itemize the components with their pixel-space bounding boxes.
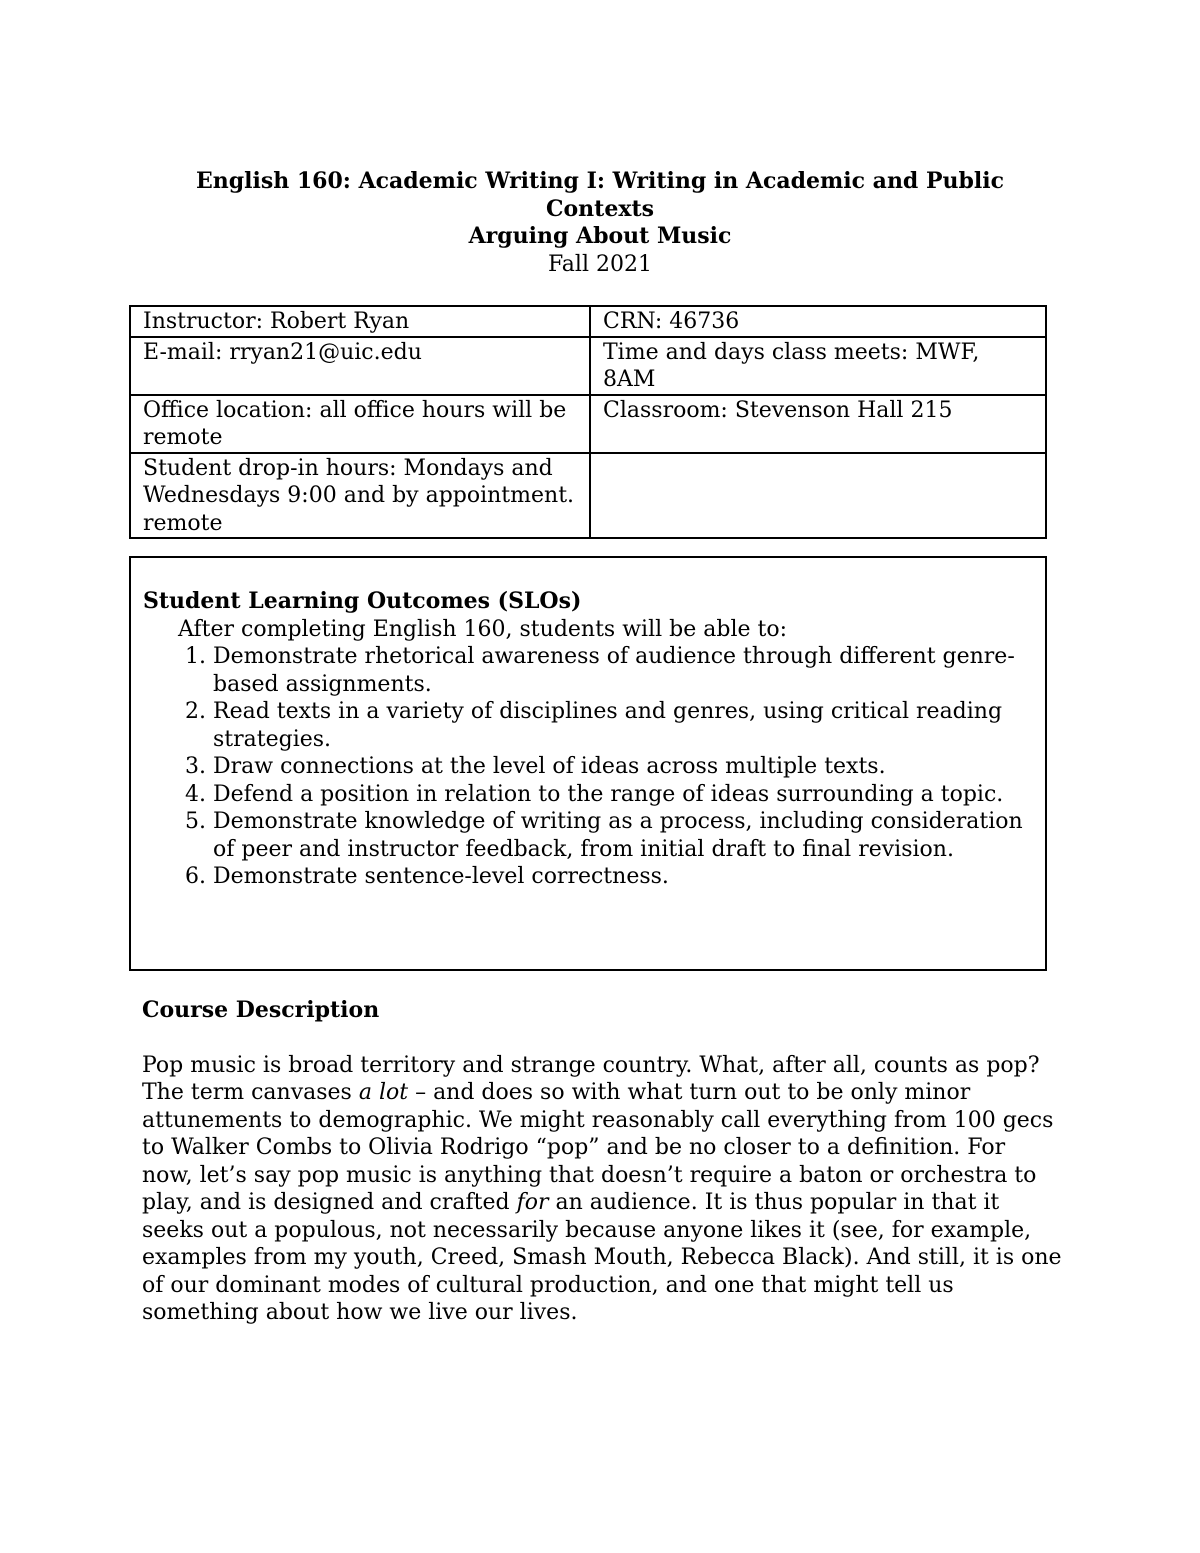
course-description-text-2: – and does so with what turn out to be only minor attunements to demographic. We might reasonably call everything from 100 gecs to Walker Combs to Olivia Rodrigo “pop” and be no closer to a definition. For now, let’s say pop music is anything that doesn’t require a baton or orchestra to play, and is designed and crafted — [142, 1080, 1054, 1215]
crn-cell: CRN: 46736 — [590, 306, 1046, 337]
course-description-heading: Course Description — [142, 997, 380, 1023]
classroom-cell: Classroom: Stevenson Hall 215 — [590, 395, 1046, 453]
table-row — [130, 395, 1046, 453]
document-header — [130, 168, 1070, 278]
list-item: 6. Demonstrate sentence-level correctness. — [213, 863, 1025, 891]
slo-box — [129, 556, 1047, 971]
slo-heading: Student Learning Outcomes (SLOs) — [143, 588, 582, 614]
office-location-cell: Office location: all office hours will be remote — [130, 395, 590, 453]
course-title-line-2: Contexts — [545, 195, 654, 222]
list-item: 2. Read texts in a variety of disciplines and genres, using critical reading strategies. — [213, 698, 1025, 753]
table-row — [130, 306, 1046, 337]
instructor-cell: Instructor: Robert Ryan — [130, 306, 590, 337]
table-row — [130, 337, 1046, 395]
course-term: Fall 2021 — [548, 251, 652, 277]
empty-cell — [590, 453, 1046, 539]
course-description-section — [142, 997, 1062, 1327]
course-info-table — [129, 305, 1047, 539]
course-description-emphasis-1: a lot — [358, 1080, 409, 1105]
course-title — [130, 168, 1070, 223]
email-cell: E-mail: rryan21@uic.edu — [130, 337, 590, 395]
table-row — [130, 453, 1046, 539]
slo-list — [143, 643, 1025, 891]
course-title-line-1: English 160: Academic Writing I: Writing in Academic and Public — [195, 168, 1005, 194]
slo-content — [143, 588, 1025, 891]
list-item: 3. Draw connections at the level of ideas across multiple texts. — [213, 753, 1025, 781]
course-subtitle: Arguing About Music — [468, 223, 732, 249]
course-description-text-3: an audience. It is thus popular in that it seeks out a populous, not necessarily because anyone likes it (see, for example, examples from my youth, Creed, Smash Mouth, Rebecca Black). And still, it is one of our dominant modes of cultural production, and one that might tell us something about how we live our lives. — [142, 1190, 1062, 1325]
meeting-time-cell: Time and days class meets: MWF, 8AM — [590, 337, 1046, 395]
course-description-text-1: Pop music is broad territory and strange country. What, after all, counts as pop? The term canvases — [142, 1052, 1040, 1105]
list-item: 4. Defend a position in relation to the range of ideas surrounding a topic. — [213, 781, 1025, 809]
course-description-emphasis-2: for — [516, 1190, 549, 1215]
slo-intro: After completing English 160, students will be able to: — [178, 616, 787, 642]
list-item: 1. Demonstrate rhetorical awareness of audience through different genre-based assignments. — [213, 643, 1025, 698]
course-description-body — [142, 1052, 1062, 1327]
list-item: 5. Demonstrate knowledge of writing as a process, including consideration of peer and instructor feedback, from initial draft to final revision. — [213, 808, 1025, 863]
drop-in-hours-cell: Student drop-in hours: Mondays and Wednesdays 9:00 and by appointment. remote — [130, 453, 590, 539]
